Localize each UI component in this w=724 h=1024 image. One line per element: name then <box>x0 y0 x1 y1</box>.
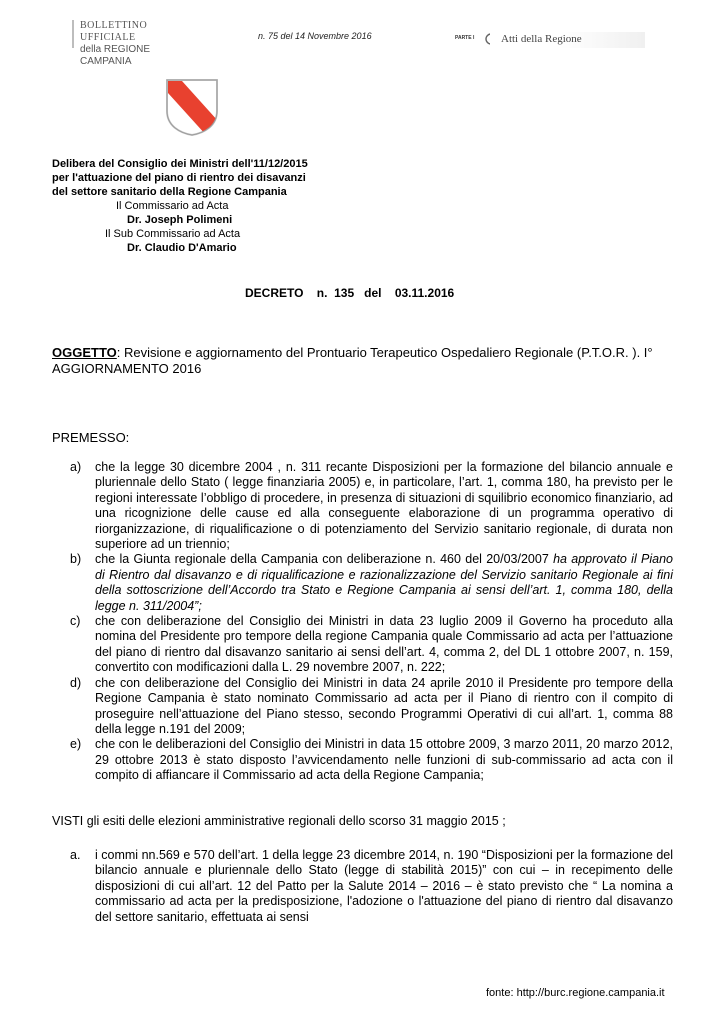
decree-number: DECRETO n. 135 del 03.11.2016 <box>245 286 455 300</box>
list-item-italic-text: ha approvato il Piano di Rientro dal disavanzo e di riqualificazione e razionalizzazione del Servizio sanitario Regionale ai fini della sottoscrizione dell’Accordo tra Stato e Regione Campania ai sensi dell’art. 1, comma 180, della legge n. 311/2004”; <box>95 552 673 613</box>
part-banner <box>455 32 645 48</box>
list-item-text: che la legge 30 dicembre 2004 , n. 311 recante Disposizioni per la formazione del bilancio annuale e pluriennale dello Stato ( legge finanziaria 2005) e, in particolare, l’art. 1, comma 180, ha previsto per le regioni interessate l’obbligo di procedere, in presenza di situazioni di squilibrio economico finanziario, ad una ricognizione delle cause ed alla conseguente elaborazione di un programma operativo di riorganizzazione, di riqualificazione o di potenziamento del Servizio sanitario regionale, di durata non superiore ad un triennio; <box>95 460 673 552</box>
subject-paragraph <box>52 345 692 377</box>
bulletin-masthead <box>72 20 200 67</box>
subject-text: : Revisione e aggiornamento del Prontuario Terapeutico Ospedaliero Regionale (P.T.O.R. ). I° AGGIORNAMENTO 2016 <box>52 345 653 376</box>
campania-coat-of-arms-icon <box>164 77 220 137</box>
list-marker: b) <box>70 552 82 567</box>
commissioner-name: Dr. Joseph Polimeni <box>127 214 233 226</box>
list-item-text: che con deliberazione del Consiglio dei Ministri in data 24 aprile 2010 il Presidente pro tempore della Regione Campania è stato nominato Commissario ad acta per il Piano di rientro con il compito di proseguire nell’attuazione del Piano stesso, secondo Programmi Operativi di cui all’art. 1, comma 88 della legge n.191 del 2009; <box>95 675 673 736</box>
issue-date: n. 75 del 14 Novembre 2016 <box>258 31 372 41</box>
list-item <box>70 737 673 783</box>
part-title: Atti della Regione <box>501 33 582 45</box>
list-item-text: che con le deliberazioni del Consiglio dei Ministri in data 15 ottobre 2009, 3 marzo 2011, 20 marzo 2012, 29 ottobre 2013 è stato disposto l’avvicendamento nelle funzioni di sub-commissario ad acta con il compito di affiancare il Commissario ad acta della Regione Campania; <box>95 737 673 783</box>
list-item <box>70 848 673 925</box>
section-logo-icon <box>485 33 497 45</box>
part-label: PARTE I <box>455 35 475 41</box>
list-item-text: i commi nn.569 e 570 dell’art. 1 della legge 23 dicembre 2014, n. 190 “Disposizioni per la formazione del bilancio annuale e pluriennale dello Stato (legge di stabilità 2015)” con cui – in recepimento delle disposizioni di cui all’art. 12 del Patto per la Salute 2014 – 2016 – è stato previsto che “ La nomina a commissario ad acta per la predisposizione, l'adozione o l'attuazione del piano di rientro dal disavanzo del settore sanitario, effettuata ai sensi <box>95 848 673 924</box>
list-marker: c) <box>70 614 81 629</box>
subject-label: OGGETTO <box>52 345 117 360</box>
sub-commissioner-role: Il Sub Commissario ad Acta <box>105 228 241 240</box>
list-item-text: che con deliberazione del Consiglio dei Ministri in data 23 luglio 2009 il Governo ha proceduto alla nomina del Presidente pro tempore della regione Campania quale Commissario ad acta per l’attuazione del piano di rientro dal disavanzo sanitario ai sensi dell’art. 4, comma 2, del DL 1 ottobre 2007, n. 159, convertito con modificazioni dalla L. 29 novembre 2007, n. 222; <box>95 614 673 675</box>
premesso-heading: PREMESSO: <box>52 430 130 445</box>
sub-commissioner-name: Dr. Claudio D'Amario <box>127 242 237 254</box>
visti-paragraph: VISTI gli esiti delle elezioni amministrative regionali dello scorso 31 maggio 2015 ; <box>52 814 506 828</box>
visti-list <box>70 848 673 925</box>
list-item <box>70 552 673 614</box>
bulletin-title: BOLLETTINO UFFICIALE <box>80 20 148 43</box>
premesso-list <box>70 460 673 784</box>
list-item <box>70 460 673 552</box>
commissioner-role: Il Commissario ad Acta <box>116 200 229 212</box>
source-footer: fonte: http://burc.regione.campania.it <box>486 987 665 999</box>
list-item <box>70 614 673 676</box>
list-marker: a. <box>70 848 81 862</box>
authority-line-3: del settore sanitario della Regione Campania <box>52 186 287 198</box>
list-marker: e) <box>70 737 82 752</box>
list-marker: a) <box>70 460 82 474</box>
list-marker: d) <box>70 675 82 690</box>
authority-line-2: per l'attuazione del piano di rientro dei disavanzi <box>52 172 306 184</box>
list-item-text: che la Giunta regionale della Campania con deliberazione n. 460 del 20/03/2007 <box>95 552 554 567</box>
list-item <box>70 676 673 738</box>
authority-line-1: Delibera del Consiglio dei Ministri dell'11/12/2015 <box>52 158 308 170</box>
bulletin-subtitle: della REGIONE CAMPANIA <box>80 44 151 67</box>
